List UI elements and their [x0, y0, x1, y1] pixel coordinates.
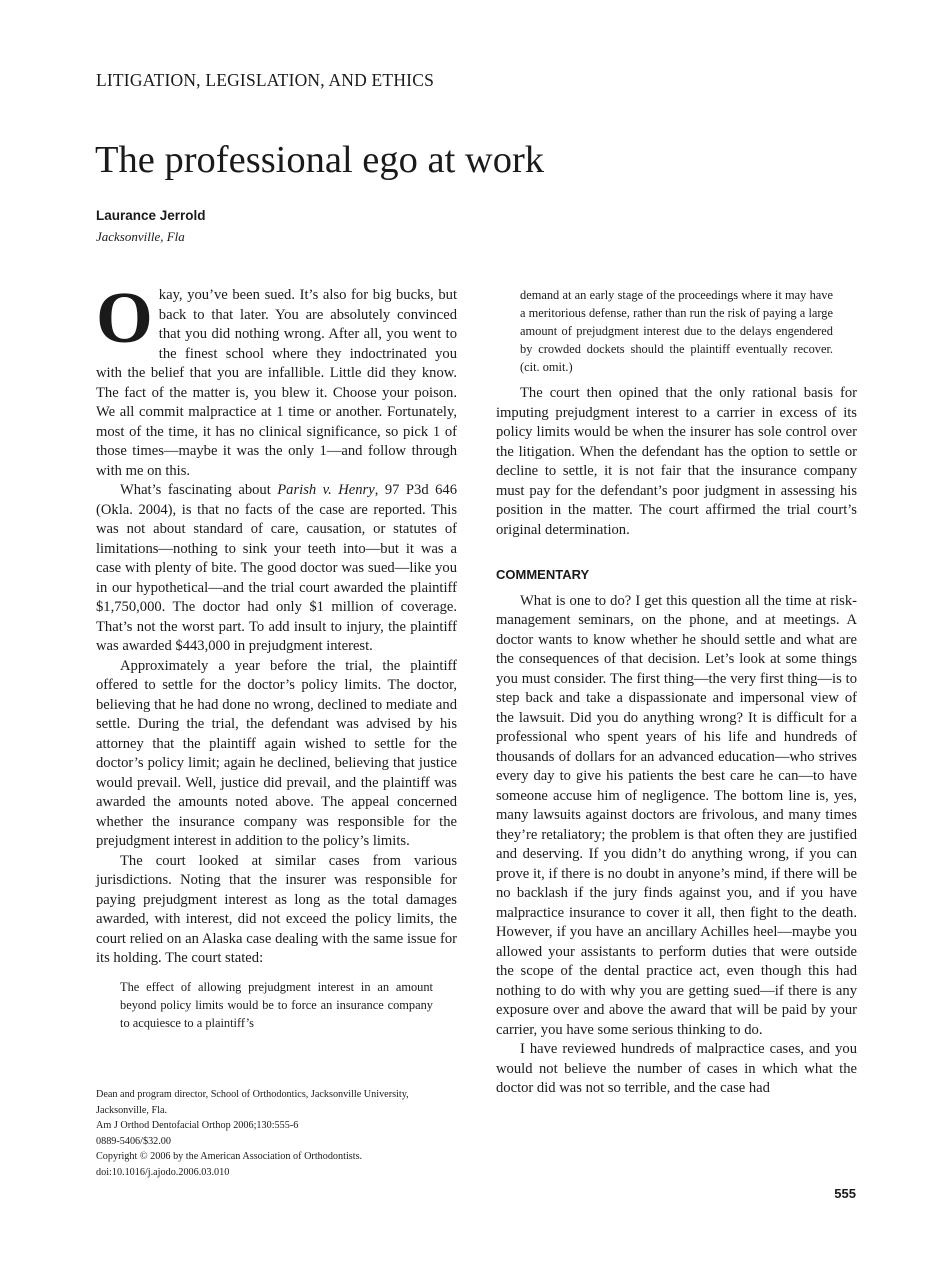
intro-text: kay, you’ve been sued. It’s also for big bucks, but back to that later. You are absolutely convinced that you did nothing wrong. After all, you went to the finest school where they indoctrinated you with the belief that you are infallible. Little did they know. The fact of the matter is, you blew it. Choose your poison. We all commit malpractice at 1 time or another. Fortunately, most of the time, it has no clinical significance, so pick 1 of those times—maybe it was the only 1—and follow through with me on this. — [96, 287, 457, 479]
page-number: 555 — [834, 1186, 856, 1201]
footnote-line: Dean and program director, School of Orthodontics, Jacksonville University, — [96, 1089, 409, 1100]
block-quote-continued: demand at an early stage of the proceedings where it may have a meritorious defense, rather than run the risk of paying a large amount of prejudgment interest due to the delays engendered by crowded dockets should the plaintiff eventually recover. (cit. omit.) — [520, 288, 833, 374]
footnote-line: Am J Orthod Dentofacial Orthop 2006;130:555-6 — [96, 1120, 299, 1131]
right-column — [496, 286, 857, 1099]
commentary-heading: COMMENTARY — [496, 567, 590, 582]
paragraph-commentary: What is one to do? I get this question all the time at risk-management seminars, on the phone, and at meetings. A doctor wants to know whether he should settle and what are the consequences of that decision. Let’s look at some things you must consider. The first thing—the very first thing—is to step back and take a dispassionate and impersonal view of the lawsuit. Did you do anything wrong? It is difficult for a professional who spent years of his life and hundreds of thousands of dollars for an advanced education—who strives every day to give his patients the best care he can—to have someone accuse him of negligence. The bottom line is, yes, many lawsuits against doctors are frivolous, and many times they’re retaliatory; the problem is that often they are justified and deserving. If you didn’t do anything wrong, if you can prove it, if there is no doubt in anyone’s mind, if there will be no backlash if the jury finds against you, and if you have malpractice insurance to cover it all, then fight to the death. However, if you have an ancillary Achilles heel—maybe you allowed your assistants to perform duties that were outside the scope of the dental practice act, even though this had nothing to do with why you are getting sued—if there is any exposure over and above the award that will be paid by your carrier, you have some serious thinking to do. — [496, 592, 857, 1038]
case-text-post: , 97 P3d 646 (Okla. 2004), is that no facts of the case are reported. This was not about standard of care, causation, or statutes of limitations—nothing to sink your teeth into—but it was a case with plenty of bite. The good doctor was sued—like you in our hypothetical—and the trial court awarded the plaintiff $1,750,000. The doctor had only $1 million of coverage. That’s not the worst part. To add insult to injury, the plaintiff was awarded $443,000 in prejudgment interest. — [96, 482, 458, 654]
article-title: The professional ego at work — [95, 139, 545, 181]
footnote — [96, 1087, 466, 1180]
author-name: Laurance Jerrold — [96, 208, 206, 223]
section-heading: LITIGATION, LEGISLATION, AND ETHICS — [96, 70, 434, 90]
footnote-line: 0889-5406/$32.00 — [96, 1135, 171, 1147]
case-name: Parish v. Henry — [277, 482, 375, 498]
paragraph-court: The court looked at similar cases from various jurisdictions. Noting that the insurer was responsible for paying prejudgment interest as long as the total damages awarded, with interest, did not exceed the policy limits, the court relied on an Alaska case dealing with the same issue for its holding. The court stated: — [96, 852, 457, 966]
footnote-line: Jacksonville, Fla. — [96, 1104, 168, 1116]
footnote-line: Copyright © 2006 by the American Association of Orthodontists. — [96, 1151, 363, 1162]
block-quote: The effect of allowing prejudgment interest in an amount beyond policy limits would be to force an insurance company to acquiesce to a plaintiff’s — [120, 979, 433, 1030]
paragraph-settlement: Approximately a year before the trial, the plaintiff offered to settle for the doctor’s policy limits. The doctor, believing that he had done no wrong, declined to mediate and settle. During the trial, the defendant was advised by his attorney that the plaintiff again wished to settle for the doctor’s policy limit; again he declined, believing that justice would prevail. Well, justice did prevail, and the plaintiff was awarded the amounts noted above. The appeal concerned whether the insurance company was responsible for the prejudgment interest in addition to the policy’s limits. — [96, 657, 457, 849]
case-text-pre: What’s fascinating about — [120, 482, 278, 498]
left-column — [96, 277, 458, 1032]
paragraph-case — [96, 481, 457, 657]
paragraph-reviewed: I have reviewed hundreds of malpractice cases, and you would not believe the number of cases in which what the doctor did was not so terrible, and the case had — [496, 1041, 857, 1096]
paragraph-opinion: The court then opined that the only rational basis for imputing prejudgment interest to a carrier in excess of its policy limits would be when the insurer has sole control over the litigation. When the defendant has the option to settle or decline to settle, it is not fair that the insurance company must pay for the defendant’s poor judgment in assessing his position in the matter. The court affirmed the trial court’s original determination. — [496, 385, 857, 538]
footnote-line: doi:10.1016/j.ajodo.2006.03.010 — [96, 1166, 230, 1178]
paragraph-intro — [96, 277, 457, 481]
author-affiliation: Jacksonville, Fla — [96, 229, 185, 244]
drop-cap: O — [96, 277, 153, 358]
